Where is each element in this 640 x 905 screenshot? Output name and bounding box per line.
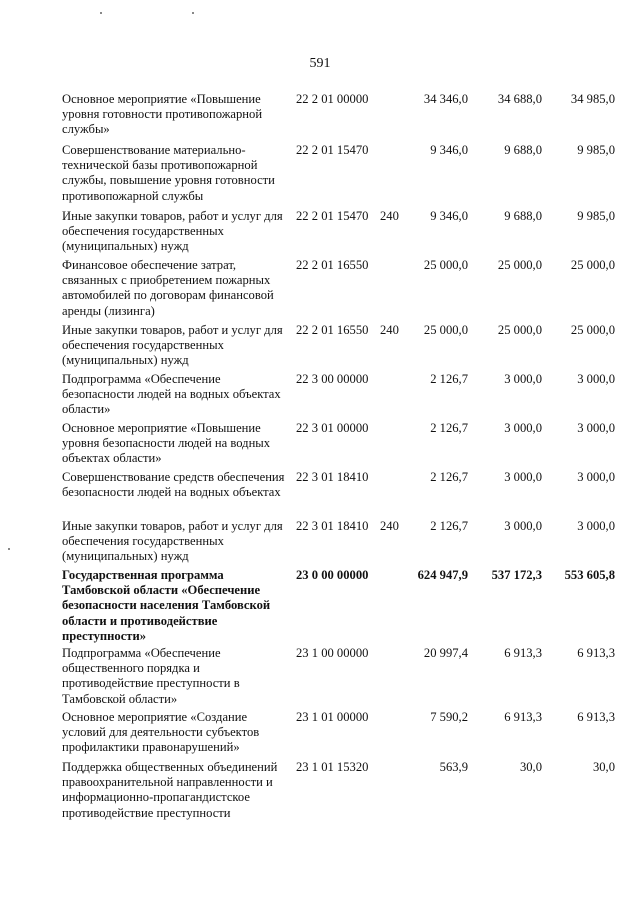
row-value-1: 2 126,7 <box>430 519 468 533</box>
scan-speck <box>192 12 194 14</box>
row-value-1: 25 000,0 <box>423 258 468 272</box>
row-value-1: 2 126,7 <box>430 421 468 435</box>
row-value-3: 34 985,0 <box>570 92 615 106</box>
row-code: 22 3 01 18410 <box>296 470 369 484</box>
row-name: Подпрограмма «Обеспечение общественного порядка и противодействие преступности в Тамбовской области» <box>62 646 240 706</box>
row-value-2: 537 172,3 <box>491 568 542 582</box>
row-value-3: 9 985,0 <box>577 143 615 157</box>
table-row <box>0 760 640 824</box>
scan-speck <box>8 548 10 550</box>
row-code: 22 2 01 00000 <box>296 92 369 106</box>
row-value-2: 3 000,0 <box>504 372 542 386</box>
row-name: Основное мероприятие «Создание условий для деятельности субъектов профилактики правонарушений» <box>62 710 260 755</box>
row-name: Государственная программа Тамбовской области «Обеспечение безопасности населения Тамбовской области и противодействие преступности» <box>62 568 271 643</box>
budget-table <box>0 92 640 824</box>
row-code: 22 3 01 00000 <box>296 421 369 435</box>
row-value-1: 20 997,4 <box>423 646 468 660</box>
row-value-1: 2 126,7 <box>430 372 468 386</box>
table-row <box>0 92 640 143</box>
table-row <box>0 646 640 710</box>
row-value-3: 3 000,0 <box>577 372 615 386</box>
table-row <box>0 568 640 646</box>
row-value-2: 9 688,0 <box>504 143 542 157</box>
row-value-2: 25 000,0 <box>497 323 542 337</box>
row-code: 22 2 01 15470 <box>296 143 369 157</box>
row-value-2: 9 688,0 <box>504 209 542 223</box>
row-value-1: 25 000,0 <box>423 323 468 337</box>
row-name: Совершенствование материально-технической базы противопожарной службы, повышение уровня готовности противопожарной службы <box>62 143 275 203</box>
row-name: Основное мероприятие «Повышение уровня безопасности людей на водных объектах области» <box>62 421 271 466</box>
row-value-3: 6 913,3 <box>577 646 615 660</box>
row-value-1: 34 346,0 <box>423 92 468 106</box>
row-vr: 240 <box>380 323 399 337</box>
row-vr: 240 <box>380 519 399 533</box>
row-code: 22 2 01 16550 <box>296 323 369 337</box>
page-number: 591 <box>309 56 331 71</box>
row-value-3: 3 000,0 <box>577 470 615 484</box>
row-value-1: 9 346,0 <box>430 209 468 223</box>
row-name: Иные закупки товаров, работ и услуг для обеспечения государственных (муниципальных) нужд <box>62 209 283 254</box>
row-name: Подпрограмма «Обеспечение безопасности людей на водных объектах области» <box>62 372 281 417</box>
row-value-3: 25 000,0 <box>570 323 615 337</box>
row-value-1: 9 346,0 <box>430 143 468 157</box>
table-row <box>0 209 640 258</box>
row-name: Финансовое обеспечение затрат, связанных с приобретением пожарных автомобилей по договорам финансовой аренды (лизинга) <box>62 258 274 318</box>
row-value-2: 34 688,0 <box>497 92 542 106</box>
row-value-1: 624 947,9 <box>417 568 468 582</box>
row-value-3: 30,0 <box>592 760 615 774</box>
row-value-3: 553 605,8 <box>564 568 615 582</box>
table-row <box>0 143 640 209</box>
row-name: Совершенствование средств обеспечения безопасности людей на водных объектах <box>62 470 285 500</box>
row-code: 22 3 00 00000 <box>296 372 369 386</box>
row-name: Основное мероприятие «Повышение уровня готовности противопожарной службы» <box>62 92 263 137</box>
row-code: 23 1 01 15320 <box>296 760 369 774</box>
row-value-2: 3 000,0 <box>504 470 542 484</box>
row-value-3: 9 985,0 <box>577 209 615 223</box>
row-name: Иные закупки товаров, работ и услуг для обеспечения государственных (муниципальных) нужд <box>62 323 283 368</box>
row-value-2: 6 913,3 <box>504 646 542 660</box>
table-row <box>0 470 640 519</box>
row-code: 22 2 01 16550 <box>296 258 369 272</box>
row-value-3: 3 000,0 <box>577 519 615 533</box>
row-value-2: 25 000,0 <box>497 258 542 272</box>
row-value-1: 7 590,2 <box>430 710 468 724</box>
table-row <box>0 372 640 421</box>
row-value-1: 2 126,7 <box>430 470 468 484</box>
row-name: Иные закупки товаров, работ и услуг для обеспечения государственных (муниципальных) нужд <box>62 519 283 564</box>
row-value-2: 3 000,0 <box>504 421 542 435</box>
row-value-2: 3 000,0 <box>504 519 542 533</box>
table-row <box>0 710 640 760</box>
row-value-1: 563,9 <box>439 760 468 774</box>
row-vr: 240 <box>380 209 399 223</box>
table-row <box>0 258 640 323</box>
row-code: 23 1 01 00000 <box>296 710 369 724</box>
row-code: 22 2 01 15470 <box>296 209 369 223</box>
row-value-3: 6 913,3 <box>577 710 615 724</box>
table-row <box>0 519 640 568</box>
row-code: 22 3 01 18410 <box>296 519 369 533</box>
row-value-2: 30,0 <box>519 760 542 774</box>
row-name: Поддержка общественных объединений правоохранительной направленности и информационно-пропагандистское противодействие преступности <box>62 760 278 820</box>
scan-speck <box>100 12 102 14</box>
table-row <box>0 421 640 470</box>
row-code: 23 0 00 00000 <box>296 568 369 582</box>
row-value-3: 25 000,0 <box>570 258 615 272</box>
row-value-2: 6 913,3 <box>504 710 542 724</box>
row-value-3: 3 000,0 <box>577 421 615 435</box>
row-code: 23 1 00 00000 <box>296 646 369 660</box>
table-row <box>0 323 640 372</box>
